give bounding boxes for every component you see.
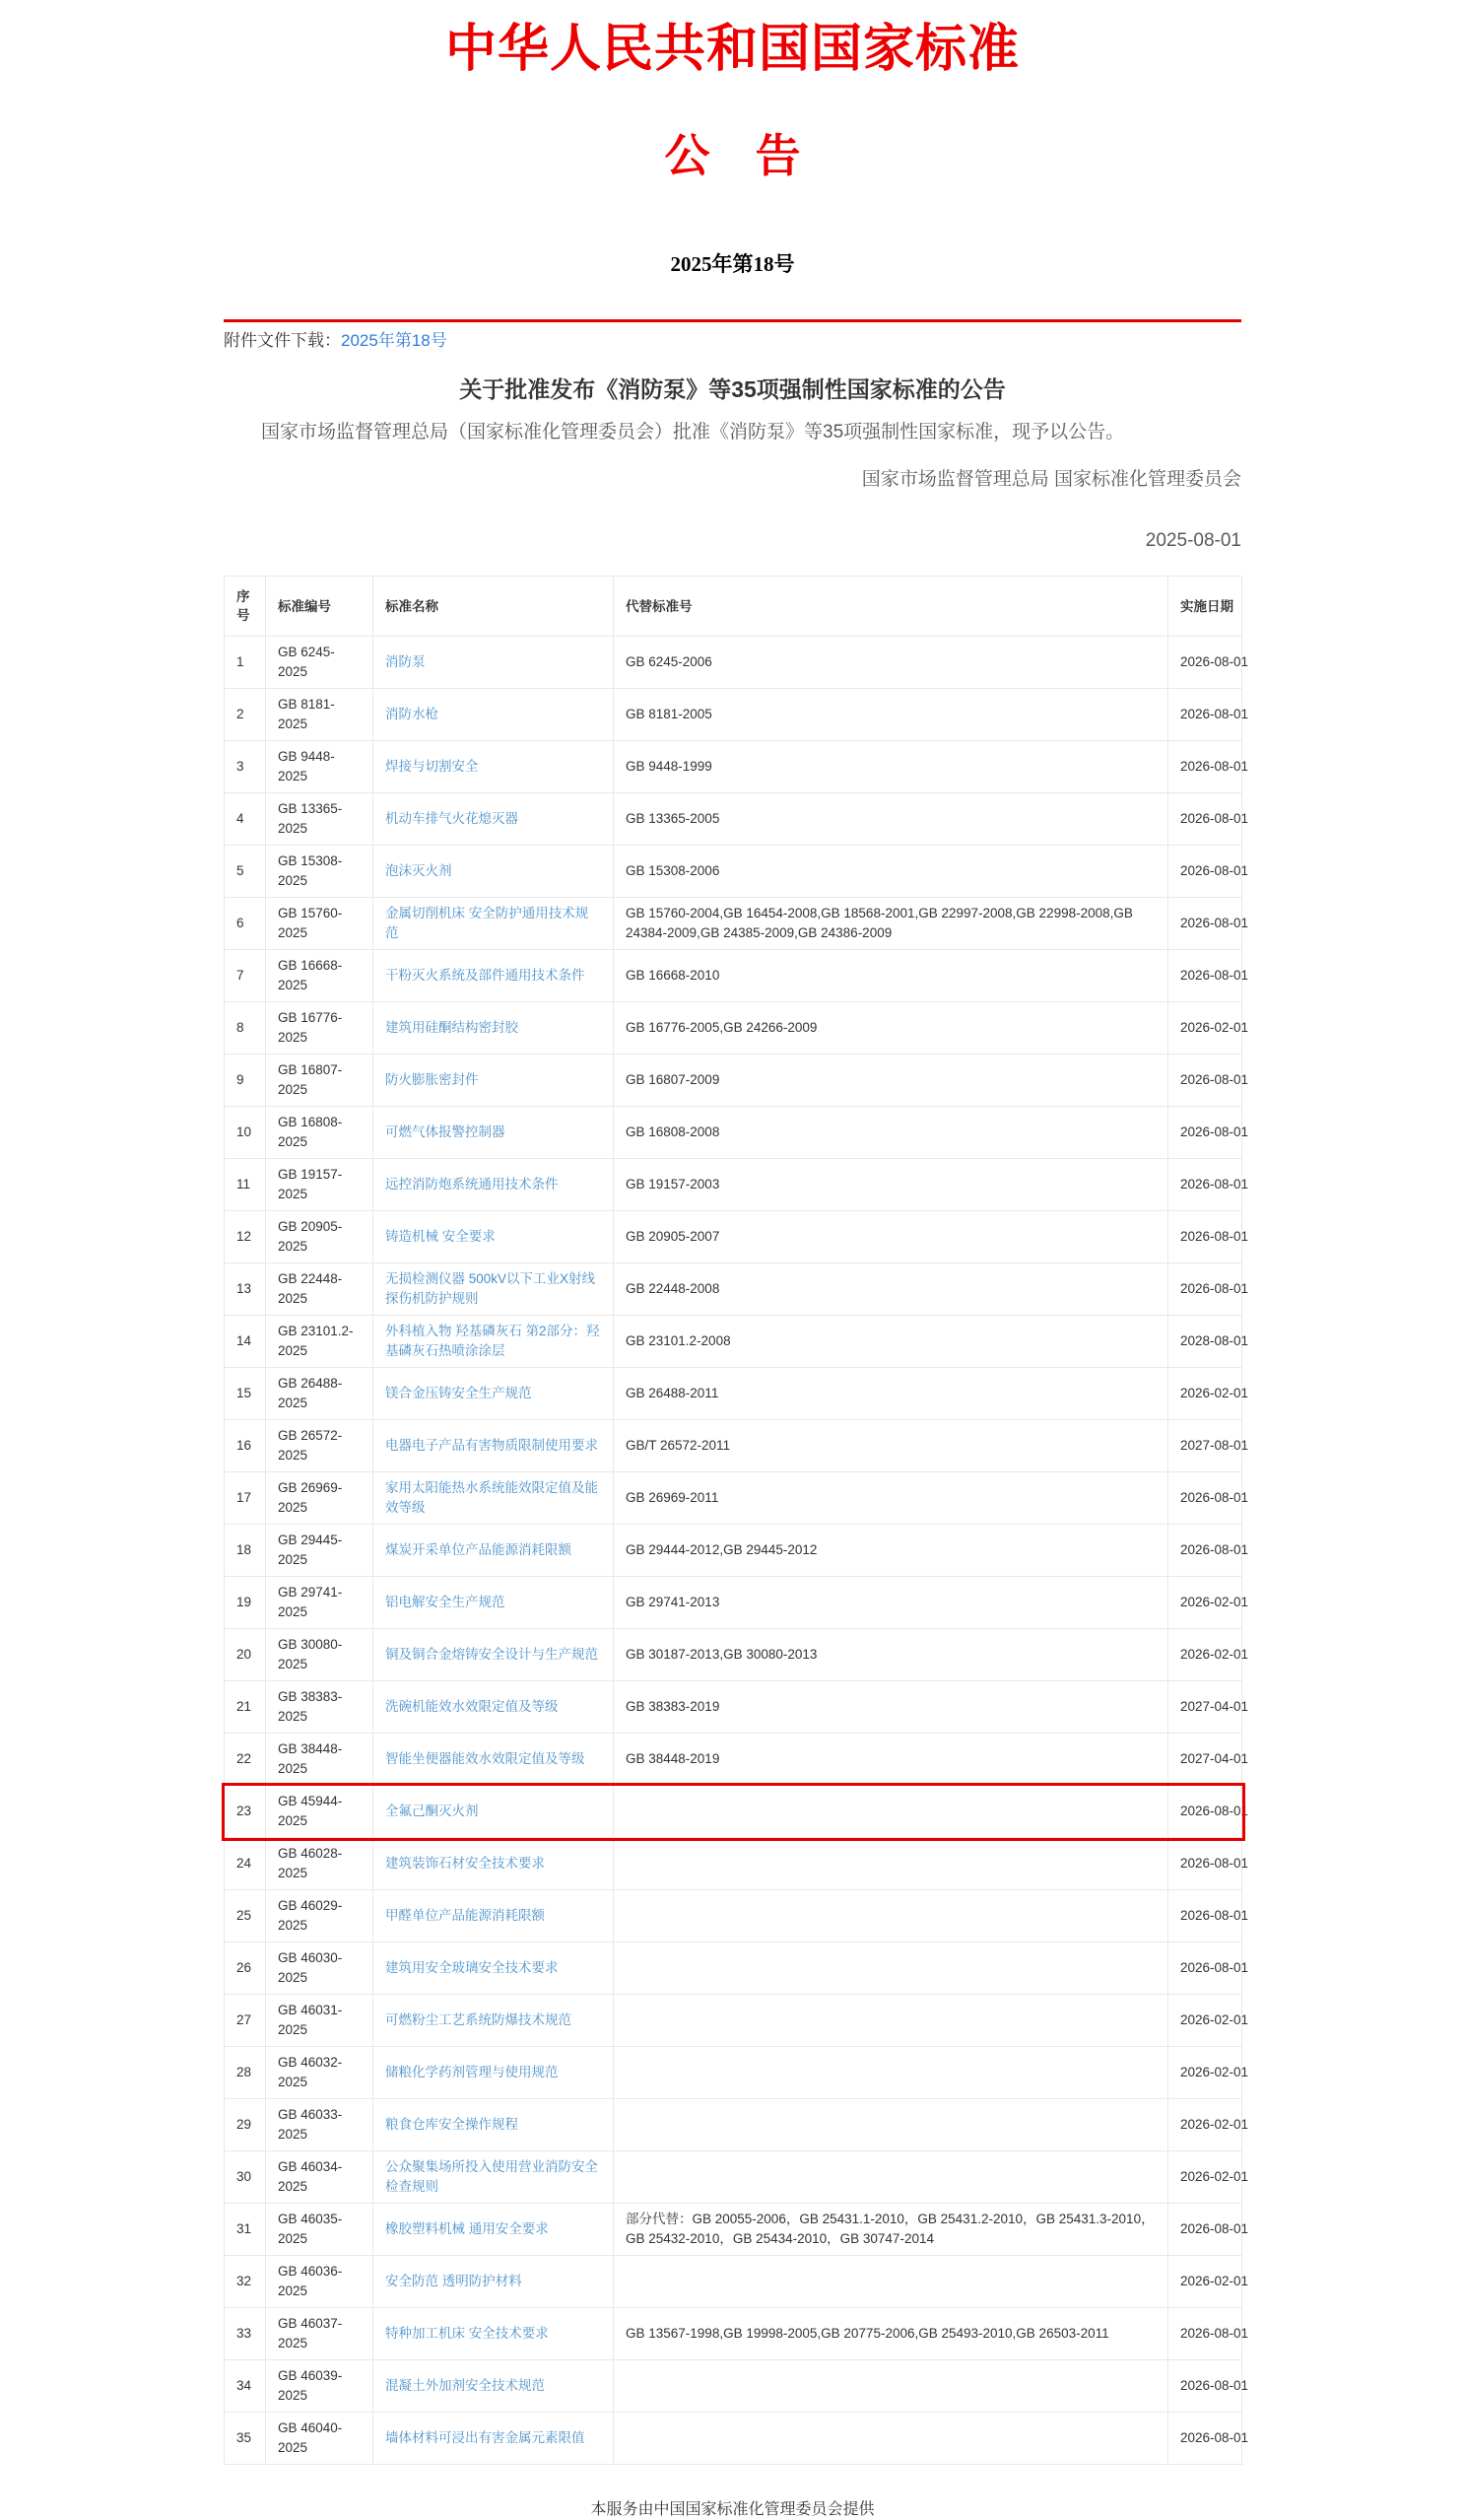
name-cell: [373, 1316, 614, 1368]
name-cell: [373, 1734, 614, 1786]
table-row: [225, 1890, 1242, 1942]
replaced-cell: [614, 1838, 1168, 1890]
standard-name-link[interactable]: 建筑装饰石材安全技术要求: [385, 1856, 545, 1871]
seq-cell: 2: [225, 689, 266, 741]
date-cell: 2026-08-01: [1168, 793, 1242, 846]
date-cell: 2026-08-01: [1168, 2204, 1242, 2256]
table-row: [225, 1942, 1242, 1995]
seq-cell: 29: [225, 2099, 266, 2151]
name-cell: [373, 1890, 614, 1942]
name-cell: [373, 898, 614, 950]
replaced-cell: [614, 2151, 1168, 2204]
date-cell: 2026-08-01: [1168, 1890, 1242, 1942]
replaced-cell: [614, 1890, 1168, 1942]
replaced-cell: GB 30187-2013,GB 30080-2013: [614, 1629, 1168, 1681]
table-row: [225, 1211, 1242, 1263]
standard-name-link[interactable]: 混凝土外加剂安全技术规范: [385, 2378, 545, 2393]
name-cell: [373, 1681, 614, 1734]
replaced-cell: GB 20905-2007: [614, 1211, 1168, 1263]
date-cell: 2026-08-01: [1168, 2360, 1242, 2413]
date-cell: 2026-08-01: [1168, 1055, 1242, 1107]
date-cell: 2027-08-01: [1168, 1420, 1242, 1472]
date-cell: 2026-02-01: [1168, 1577, 1242, 1629]
issuing-authority-signature: 国家市场监督管理总局 国家标准化管理委员会: [861, 469, 1241, 490]
replaced-cell: GB 26488-2011: [614, 1368, 1168, 1420]
name-cell: [373, 2256, 614, 2308]
seq-cell: 1: [225, 637, 266, 689]
col-header-date: 实施日期: [1168, 577, 1242, 637]
code-cell: GB 16807-2025: [266, 1055, 373, 1107]
code-cell: GB 46030-2025: [266, 1942, 373, 1995]
name-cell: [373, 2204, 614, 2256]
seq-cell: 9: [225, 1055, 266, 1107]
name-cell: [373, 1420, 614, 1472]
publish-date: 2025-08-01: [1145, 530, 1241, 551]
date-cell: 2026-08-01: [1168, 1525, 1242, 1577]
standard-name-link[interactable]: 建筑用硅酮结构密封胶: [385, 1020, 518, 1035]
name-cell: [373, 2308, 614, 2360]
code-cell: GB 46028-2025: [266, 1838, 373, 1890]
seq-cell: 33: [225, 2308, 266, 2360]
table-row: [225, 2204, 1242, 2256]
standard-name-link[interactable]: 金属切削机床 安全防护通用技术规范: [385, 906, 589, 940]
name-cell: [373, 1159, 614, 1211]
seq-cell: 26: [225, 1942, 266, 1995]
seq-cell: 14: [225, 1316, 266, 1368]
seq-cell: 15: [225, 1368, 266, 1420]
standard-name-link[interactable]: 机动车排气火花熄灭器: [385, 811, 518, 826]
date-cell: 2028-08-01: [1168, 1316, 1242, 1368]
date-cell: 2026-02-01: [1168, 1368, 1242, 1420]
standard-name-link[interactable]: 泡沫灭火剂: [385, 863, 452, 878]
date-cell: 2026-08-01: [1168, 1211, 1242, 1263]
date-cell: 2026-08-01: [1168, 1159, 1242, 1211]
attachment-download-link[interactable]: 2025年第18号: [341, 331, 447, 350]
code-cell: GB 19157-2025: [266, 1159, 373, 1211]
seq-cell: 32: [225, 2256, 266, 2308]
name-cell: [373, 1107, 614, 1159]
standard-name-link[interactable]: 无损检测仪器 500kV以下工业X射线探伤机防护规则: [385, 1271, 596, 1306]
name-cell: [373, 793, 614, 846]
code-cell: GB 23101.2-2025: [266, 1316, 373, 1368]
replaced-cell: [614, 2256, 1168, 2308]
highlighted-table-row: [225, 1786, 1242, 1838]
name-cell: [373, 1786, 614, 1838]
name-cell: [373, 950, 614, 1002]
table-row: [225, 2308, 1242, 2360]
replaced-cell: GB 13567-1998,GB 19998-2005,GB 20775-2006,GB 25493-2010,GB 26503-2011: [614, 2308, 1168, 2360]
replaced-cell: GB 26969-2011: [614, 1472, 1168, 1525]
code-cell: GB 29741-2025: [266, 1577, 373, 1629]
date-cell: 2026-08-01: [1168, 1786, 1242, 1838]
table-row: [225, 1316, 1242, 1368]
date-cell: 2026-02-01: [1168, 1002, 1242, 1055]
name-cell: [373, 1629, 614, 1681]
col-header-replaced: 代替标准号: [614, 577, 1168, 637]
name-cell: [373, 1002, 614, 1055]
standard-name-link[interactable]: 甲醛单位产品能源消耗限额: [385, 1908, 545, 1923]
replaced-cell: [614, 1942, 1168, 1995]
seq-cell: 31: [225, 2204, 266, 2256]
code-cell: GB 38383-2025: [266, 1681, 373, 1734]
standard-name-link[interactable]: 铜及铜合金熔铸安全设计与生产规范: [385, 1647, 598, 1662]
date-cell: 2026-08-01: [1168, 2413, 1242, 2465]
standard-name-link[interactable]: 墙体材料可浸出有害金属元素限值: [385, 2430, 585, 2445]
announcement-page: [224, 20, 1249, 2520]
standard-name-link[interactable]: 铝电解安全生产规范: [385, 1595, 505, 1609]
name-cell: [373, 2360, 614, 2413]
name-cell: [373, 2047, 614, 2099]
replaced-cell: GB 29444-2012,GB 29445-2012: [614, 1525, 1168, 1577]
standard-name-link[interactable]: 干粉灭火系统及部件通用技术条件: [385, 968, 585, 983]
name-cell: [373, 2413, 614, 2465]
seq-cell: 21: [225, 1681, 266, 1734]
code-cell: GB 8181-2025: [266, 689, 373, 741]
code-cell: GB 9448-2025: [266, 741, 373, 793]
date-cell: 2026-02-01: [1168, 2151, 1242, 2204]
name-cell: [373, 846, 614, 898]
standard-name-link[interactable]: 电器电子产品有害物质限制使用要求: [385, 1438, 598, 1453]
code-cell: GB 46036-2025: [266, 2256, 373, 2308]
seq-cell: 8: [225, 1002, 266, 1055]
replaced-cell: GB 16808-2008: [614, 1107, 1168, 1159]
attachment-download-line: [224, 331, 1241, 351]
seq-cell: 16: [225, 1420, 266, 1472]
notice-title: 关于批准发布《消防泵》等35项强制性国家标准的公告: [459, 376, 1006, 402]
replaced-cell: GB 15308-2006: [614, 846, 1168, 898]
table-row: [225, 637, 1242, 689]
announcement-heading: 公 告: [664, 131, 801, 181]
standard-name-link[interactable]: 镁合金压铸安全生产规范: [385, 1386, 532, 1400]
table-row: [225, 689, 1242, 741]
standard-name-link[interactable]: 家用太阳能热水系统能效限定值及能效等级: [385, 1480, 598, 1515]
table-row: [225, 2360, 1242, 2413]
date-cell: 2026-08-01: [1168, 1263, 1242, 1316]
footer-service-note: 本服务由中国国家标准化管理委员会提供: [590, 2501, 875, 2518]
table-row: [225, 1525, 1242, 1577]
table-row: [225, 2047, 1242, 2099]
replaced-cell: GB 29741-2013: [614, 1577, 1168, 1629]
code-cell: GB 16776-2025: [266, 1002, 373, 1055]
standard-name-link[interactable]: 洗碗机能效水效限定值及等级: [385, 1699, 559, 1714]
code-cell: GB 26969-2025: [266, 1472, 373, 1525]
standard-name-link[interactable]: 特种加工机床 安全技术要求: [385, 2326, 549, 2341]
table-row: [225, 1577, 1242, 1629]
replaced-cell: GB 38448-2019: [614, 1734, 1168, 1786]
replaced-cell: GB 16776-2005,GB 24266-2009: [614, 1002, 1168, 1055]
standards-table-body: [225, 637, 1249, 2465]
name-cell: [373, 1525, 614, 1577]
col-header-name: 标准名称: [373, 577, 614, 637]
seq-cell: 25: [225, 1890, 266, 1942]
seq-cell: 5: [225, 846, 266, 898]
name-cell: [373, 1368, 614, 1420]
replaced-cell: GB 9448-1999: [614, 741, 1168, 793]
table-row: [225, 1159, 1242, 1211]
date-cell: 2027-04-01: [1168, 1681, 1242, 1734]
name-cell: [373, 1055, 614, 1107]
replaced-cell: [614, 1995, 1168, 2047]
name-cell: [373, 1577, 614, 1629]
code-cell: GB 15760-2025: [266, 898, 373, 950]
replaced-cell: [614, 2099, 1168, 2151]
date-cell: 2026-08-01: [1168, 1107, 1242, 1159]
notice-body: 国家市场监督管理总局（国家标准化管理委员会）批准《消防泵》等35项强制性国家标准，现予以公告。: [261, 422, 1125, 443]
seq-cell: 19: [225, 1577, 266, 1629]
date-cell: 2026-08-01: [1168, 898, 1242, 950]
code-cell: GB 22448-2025: [266, 1263, 373, 1316]
standard-name-link[interactable]: 远控消防炮系统通用技术条件: [385, 1177, 559, 1192]
standard-name-link[interactable]: 可燃粉尘工艺系统防爆技术规范: [385, 2012, 571, 2027]
code-cell: GB 46037-2025: [266, 2308, 373, 2360]
standard-name-link[interactable]: 全氟己酮灭火剂: [385, 1804, 479, 1818]
table-row: [225, 2151, 1242, 2204]
seq-cell: 27: [225, 1995, 266, 2047]
name-cell: [373, 2151, 614, 2204]
seq-cell: 6: [225, 898, 266, 950]
name-cell: [373, 1942, 614, 1995]
name-cell: [373, 637, 614, 689]
seq-cell: 24: [225, 1838, 266, 1890]
name-cell: [373, 1995, 614, 2047]
replaced-cell: GB 8181-2005: [614, 689, 1168, 741]
name-cell: [373, 1263, 614, 1316]
table-row: [225, 1263, 1242, 1316]
code-cell: GB 46034-2025: [266, 2151, 373, 2204]
table-row: [225, 2099, 1242, 2151]
code-cell: GB 29445-2025: [266, 1525, 373, 1577]
table-row: [225, 1734, 1242, 1786]
date-cell: 2026-08-01: [1168, 741, 1242, 793]
standard-name-link[interactable]: 储粮化学药剂管理与使用规范: [385, 2065, 559, 2079]
replaced-cell: [614, 2360, 1168, 2413]
standards-table: [224, 576, 1249, 2465]
table-row: [225, 1995, 1242, 2047]
seq-cell: 10: [225, 1107, 266, 1159]
table-row: [225, 2413, 1242, 2465]
standard-name-link[interactable]: 焊接与切割安全: [385, 759, 479, 774]
replaced-cell: GB 16668-2010: [614, 950, 1168, 1002]
standard-name-link[interactable]: 橡胶塑料机械 通用安全要求: [385, 2221, 549, 2236]
table-row: [225, 1838, 1242, 1890]
name-cell: [373, 2099, 614, 2151]
table-row: [225, 1681, 1242, 1734]
seq-cell: 35: [225, 2413, 266, 2465]
standard-name-link[interactable]: 外科植入物 羟基磷灰石 第2部分：羟基磷灰石热喷涂涂层: [385, 1324, 600, 1358]
table-row: [225, 898, 1242, 950]
standard-name-link[interactable]: 智能坐便器能效水效限定值及等级: [385, 1751, 585, 1766]
red-divider: [224, 319, 1241, 322]
date-cell: 2026-02-01: [1168, 1629, 1242, 1681]
code-cell: GB 15308-2025: [266, 846, 373, 898]
seq-cell: 23: [225, 1786, 266, 1838]
seq-cell: 18: [225, 1525, 266, 1577]
date-cell: 2026-08-01: [1168, 637, 1242, 689]
replaced-cell: [614, 1786, 1168, 1838]
seq-cell: 13: [225, 1263, 266, 1316]
name-cell: [373, 689, 614, 741]
code-cell: GB 38448-2025: [266, 1734, 373, 1786]
table-row: [225, 1629, 1242, 1681]
seq-cell: 22: [225, 1734, 266, 1786]
code-cell: GB 45944-2025: [266, 1786, 373, 1838]
replaced-cell: GB 6245-2006: [614, 637, 1168, 689]
table-row: [225, 793, 1242, 846]
name-cell: [373, 1211, 614, 1263]
table-row: [225, 1055, 1242, 1107]
replaced-cell: GB 38383-2019: [614, 1681, 1168, 1734]
issue-number: 2025年第18号: [670, 252, 795, 276]
table-row: [225, 2256, 1242, 2308]
table-row: [225, 1107, 1242, 1159]
code-cell: GB 46035-2025: [266, 2204, 373, 2256]
table-row: [225, 1472, 1242, 1525]
replaced-cell: [614, 2047, 1168, 2099]
date-cell: 2026-08-01: [1168, 846, 1242, 898]
table-row: [225, 950, 1242, 1002]
code-cell: GB 6245-2025: [266, 637, 373, 689]
replaced-cell: GB 23101.2-2008: [614, 1316, 1168, 1368]
name-cell: [373, 741, 614, 793]
date-cell: 2026-08-01: [1168, 689, 1242, 741]
date-cell: 2026-02-01: [1168, 2047, 1242, 2099]
replaced-cell: 部分代替：GB 20055-2006，GB 25431.1-2010，GB 25431.2-2010，GB 25431.3-2010，GB 25432-2010，GB 25434-2010，GB 30747-2014: [614, 2204, 1168, 2256]
standard-name-link[interactable]: 公众聚集场所投入使用营业消防安全检查规则: [385, 2159, 598, 2194]
code-cell: GB 46039-2025: [266, 2360, 373, 2413]
table-row: [225, 1420, 1242, 1472]
replaced-cell: GB 19157-2003: [614, 1159, 1168, 1211]
seq-cell: 30: [225, 2151, 266, 2204]
seq-cell: 4: [225, 793, 266, 846]
replaced-cell: GB 13365-2005: [614, 793, 1168, 846]
table-row: [225, 1002, 1242, 1055]
code-cell: GB 13365-2025: [266, 793, 373, 846]
date-cell: 2026-02-01: [1168, 2256, 1242, 2308]
code-cell: GB 16668-2025: [266, 950, 373, 1002]
seq-cell: 28: [225, 2047, 266, 2099]
code-cell: GB 16808-2025: [266, 1107, 373, 1159]
seq-cell: 11: [225, 1159, 266, 1211]
seq-cell: 12: [225, 1211, 266, 1263]
code-cell: GB 46033-2025: [266, 2099, 373, 2151]
replaced-cell: GB 16807-2009: [614, 1055, 1168, 1107]
date-cell: 2026-08-01: [1168, 950, 1242, 1002]
standard-name-link[interactable]: 煤炭开采单位产品能源消耗限额: [385, 1542, 571, 1557]
date-cell: 2026-08-01: [1168, 1472, 1242, 1525]
table-header-row: [225, 577, 1242, 637]
standard-name-link[interactable]: 防火膨胀密封件: [385, 1072, 479, 1087]
seq-cell: 3: [225, 741, 266, 793]
code-cell: GB 30080-2025: [266, 1629, 373, 1681]
replaced-cell: GB 22448-2008: [614, 1263, 1168, 1316]
seq-cell: 34: [225, 2360, 266, 2413]
code-cell: GB 46040-2025: [266, 2413, 373, 2465]
date-cell: 2026-08-01: [1168, 1942, 1242, 1995]
replaced-cell: [614, 2413, 1168, 2465]
attachment-label: 附件文件下载：: [224, 331, 341, 350]
date-cell: 2026-02-01: [1168, 1995, 1242, 2047]
code-cell: GB 20905-2025: [266, 1211, 373, 1263]
standard-name-link[interactable]: 可燃气体报警控制器: [385, 1124, 505, 1139]
table-row: [225, 741, 1242, 793]
replaced-cell: GB 15760-2004,GB 16454-2008,GB 18568-2001,GB 22997-2008,GB 22998-2008,GB 24384-2009,GB 24385-2009,GB 24386-2009: [614, 898, 1168, 950]
date-cell: 2026-08-01: [1168, 1838, 1242, 1890]
table-row: [225, 846, 1242, 898]
standard-name-link[interactable]: 消防水枪: [385, 707, 438, 721]
standard-name-link[interactable]: 建筑用安全玻璃安全技术要求: [385, 1960, 559, 1975]
col-header-code: 标准编号: [266, 577, 373, 637]
name-cell: [373, 1838, 614, 1890]
replaced-cell: GB/T 26572-2011: [614, 1420, 1168, 1472]
code-cell: GB 26572-2025: [266, 1420, 373, 1472]
code-cell: GB 46032-2025: [266, 2047, 373, 2099]
standard-name-link[interactable]: 铸造机械 安全要求: [385, 1229, 496, 1244]
seq-cell: 7: [225, 950, 266, 1002]
code-cell: GB 26488-2025: [266, 1368, 373, 1420]
seq-cell: 20: [225, 1629, 266, 1681]
standard-name-link[interactable]: 消防泵: [385, 654, 426, 669]
date-cell: 2026-08-01: [1168, 2308, 1242, 2360]
table-row: [225, 1368, 1242, 1420]
national-standard-title: 中华人民共和国国家标准: [444, 22, 1020, 78]
code-cell: GB 46031-2025: [266, 1995, 373, 2047]
code-cell: GB 46029-2025: [266, 1890, 373, 1942]
date-cell: 2027-04-01: [1168, 1734, 1242, 1786]
standard-name-link[interactable]: 粮食仓库安全操作规程: [385, 2117, 518, 2132]
col-header-seq: 序号: [225, 577, 266, 637]
name-cell: [373, 1472, 614, 1525]
standard-name-link[interactable]: 安全防范 透明防护材料: [385, 2274, 522, 2288]
seq-cell: 17: [225, 1472, 266, 1525]
date-cell: 2026-02-01: [1168, 2099, 1242, 2151]
